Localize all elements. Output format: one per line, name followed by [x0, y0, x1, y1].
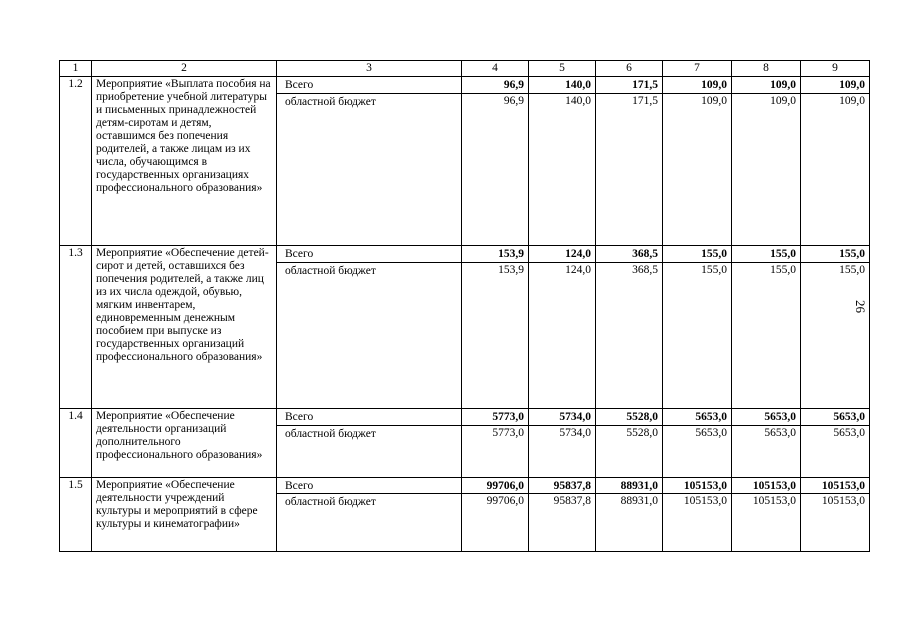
- total-value: 171,5: [596, 77, 663, 94]
- total-value: 109,0: [663, 77, 732, 94]
- budget-value: 155,0: [663, 263, 732, 409]
- activity-name: Мероприятие «Обеспечение деятельности учреждений культуры и мероприятий в сфере культуры и кинематографии»: [92, 478, 277, 552]
- budget-label: областной бюджет: [277, 263, 462, 409]
- total-value: 140,0: [529, 77, 596, 94]
- total-value: 109,0: [801, 77, 870, 94]
- budget-value: 171,5: [596, 94, 663, 246]
- total-value: 124,0: [529, 246, 596, 263]
- total-value: 155,0: [801, 246, 870, 263]
- activity-name: Мероприятие «Выплата пособия на приобретение учебной литературы и письменных принадлежностей детям-сиротам и детям, оставшимся без попечения родителей, а также лицам из их числа, обучающимся в государственных организациях профессионального образования»: [92, 77, 277, 246]
- column-number-row: [60, 61, 870, 77]
- budget-value: 88931,0: [596, 494, 663, 552]
- budget-value: 153,9: [462, 263, 529, 409]
- budget-label: областной бюджет: [277, 426, 462, 478]
- table-row: [60, 246, 870, 263]
- budget-value: 95837,8: [529, 494, 596, 552]
- table-row: [60, 478, 870, 494]
- table-row: [60, 409, 870, 426]
- total-value: 5653,0: [663, 409, 732, 426]
- program-financing-table: [59, 60, 870, 552]
- budget-value: 109,0: [732, 94, 801, 246]
- budget-value: 5528,0: [596, 426, 663, 478]
- budget-value: 105153,0: [732, 494, 801, 552]
- total-value: 5734,0: [529, 409, 596, 426]
- column-header: 8: [732, 61, 801, 77]
- total-value: 5773,0: [462, 409, 529, 426]
- total-value: 155,0: [732, 246, 801, 263]
- column-header: 9: [801, 61, 870, 77]
- budget-value: 5653,0: [732, 426, 801, 478]
- table-row: [60, 77, 870, 94]
- budget-value: 5653,0: [801, 426, 870, 478]
- budget-value: 140,0: [529, 94, 596, 246]
- budget-value: 105153,0: [663, 494, 732, 552]
- total-value: 109,0: [732, 77, 801, 94]
- total-value: 5528,0: [596, 409, 663, 426]
- budget-value: 5773,0: [462, 426, 529, 478]
- total-value: 105153,0: [663, 478, 732, 494]
- budget-value: 124,0: [529, 263, 596, 409]
- budget-value: 96,9: [462, 94, 529, 246]
- column-header: 1: [60, 61, 92, 77]
- total-value: 155,0: [663, 246, 732, 263]
- total-label: Всего: [277, 478, 462, 494]
- total-label: Всего: [277, 77, 462, 94]
- item-number: 1.4: [60, 409, 92, 478]
- item-number: 1.5: [60, 478, 92, 552]
- page-number: 26: [853, 300, 868, 313]
- budget-value: 99706,0: [462, 494, 529, 552]
- total-value: 96,9: [462, 77, 529, 94]
- column-header: 5: [529, 61, 596, 77]
- budget-value: 109,0: [663, 94, 732, 246]
- total-value: 368,5: [596, 246, 663, 263]
- total-value: 105153,0: [732, 478, 801, 494]
- total-value: 105153,0: [801, 478, 870, 494]
- column-header: 3: [277, 61, 462, 77]
- total-value: 95837,8: [529, 478, 596, 494]
- budget-value: 368,5: [596, 263, 663, 409]
- budget-label: областной бюджет: [277, 494, 462, 552]
- budget-value: 5653,0: [663, 426, 732, 478]
- column-header: 4: [462, 61, 529, 77]
- item-number: 1.3: [60, 246, 92, 409]
- item-number: 1.2: [60, 77, 92, 246]
- budget-value: 5734,0: [529, 426, 596, 478]
- total-value: 5653,0: [732, 409, 801, 426]
- column-header: 6: [596, 61, 663, 77]
- budget-value: 109,0: [801, 94, 870, 246]
- total-value: 5653,0: [801, 409, 870, 426]
- total-value: 99706,0: [462, 478, 529, 494]
- column-header: 7: [663, 61, 732, 77]
- total-value: 153,9: [462, 246, 529, 263]
- budget-value: 155,0: [801, 263, 870, 409]
- total-label: Всего: [277, 246, 462, 263]
- budget-value: 105153,0: [801, 494, 870, 552]
- budget-value: 155,0: [732, 263, 801, 409]
- activity-name: Мероприятие «Обеспечение детей-сирот и детей, оставшихся без попечения родителей, а также лиц из их числа одеждой, обувью, мягким инвентарем, единовременным денежным пособием при выпуске из государственных организаций профессионального образования»: [92, 246, 277, 409]
- total-value: 88931,0: [596, 478, 663, 494]
- total-label: Всего: [277, 409, 462, 426]
- activity-name: Мероприятие «Обеспечение деятельности организаций дополнительного профессионального образования»: [92, 409, 277, 478]
- budget-label: областной бюджет: [277, 94, 462, 246]
- column-header: 2: [92, 61, 277, 77]
